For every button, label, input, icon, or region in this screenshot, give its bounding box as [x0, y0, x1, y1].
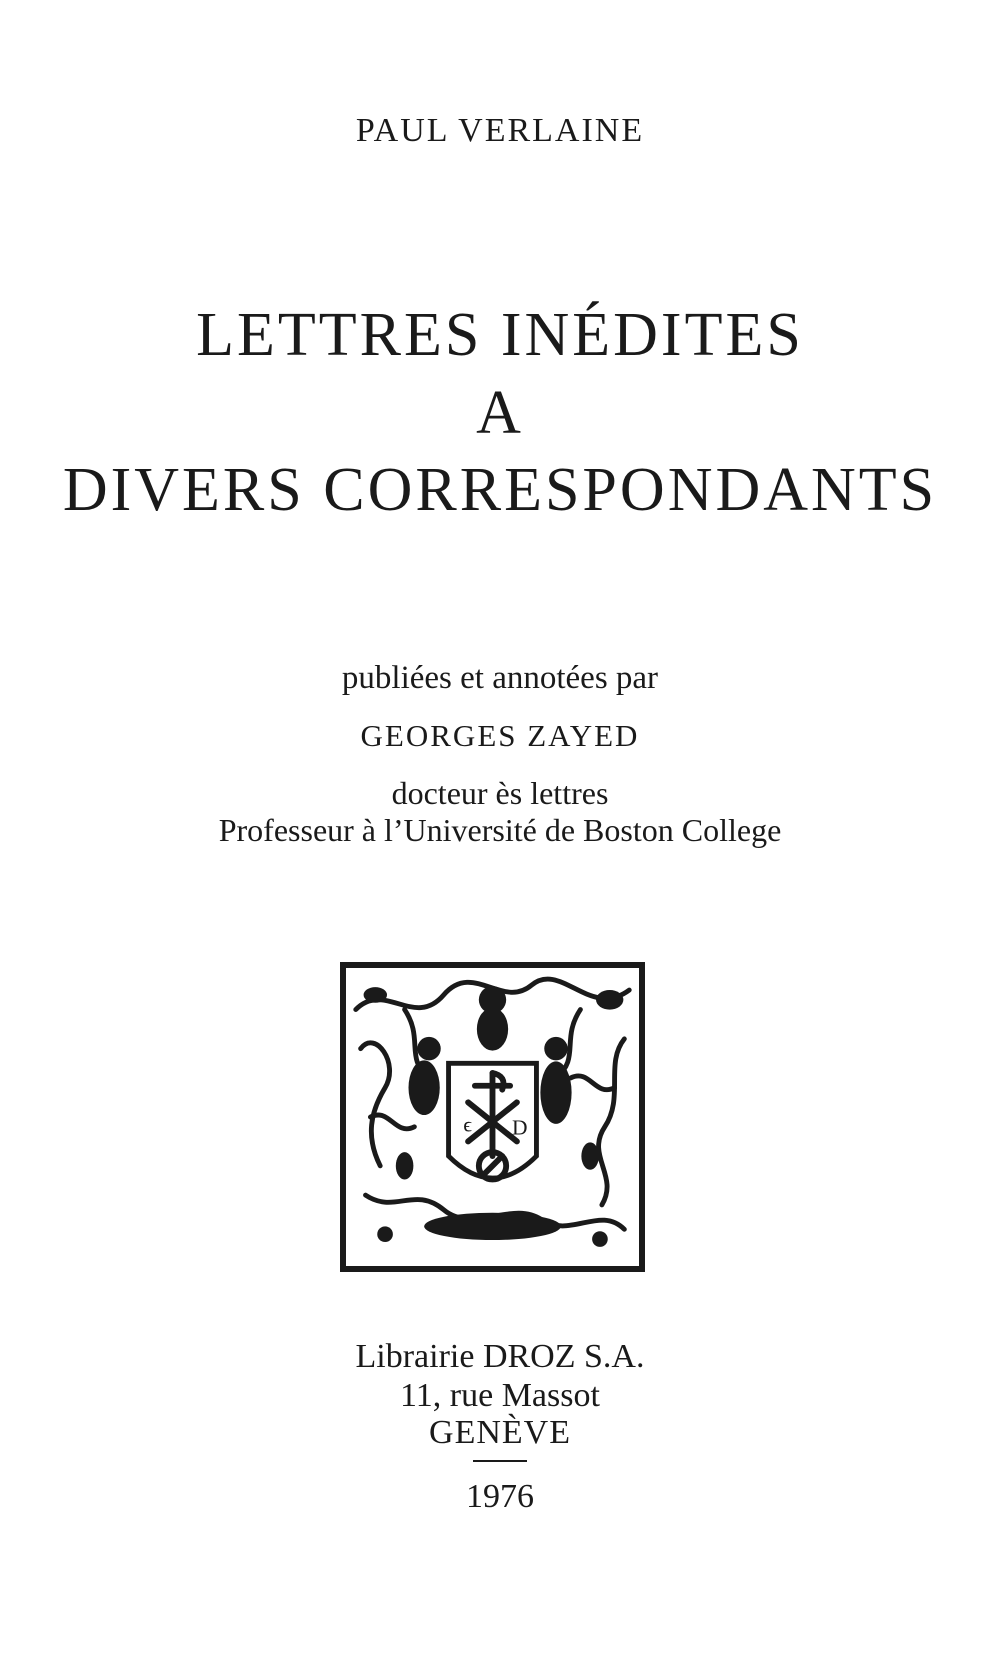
publication-year: 1976 [466, 1478, 534, 1515]
shield-letter-right: D [512, 1115, 528, 1140]
shield-letter-left: ϵ [463, 1112, 472, 1137]
publisher-name: Librairie DROZ S.A. [355, 1338, 645, 1375]
divider [473, 1460, 527, 1462]
editor-title-2: Professeur à l’Université de Boston College [218, 812, 782, 848]
editor-name: GEORGES ZAYED [360, 718, 640, 753]
publisher-city: GENÈVE [429, 1414, 571, 1451]
publisher-device-icon [340, 962, 645, 1272]
publisher-address: 11, rue Massot [400, 1377, 600, 1414]
editor-title-1: docteur ès lettres [391, 775, 609, 811]
author-name: PAUL VERLAINE [355, 112, 645, 149]
title-line-3: DIVERS CORRESPONDANTS [62, 456, 938, 524]
woodcut-illustration [346, 968, 639, 1266]
title-line-2: A [476, 379, 524, 447]
title-line-1: LETTRES INÉDITES [196, 301, 804, 369]
publication-credit: publiées et annotées par [341, 660, 659, 696]
